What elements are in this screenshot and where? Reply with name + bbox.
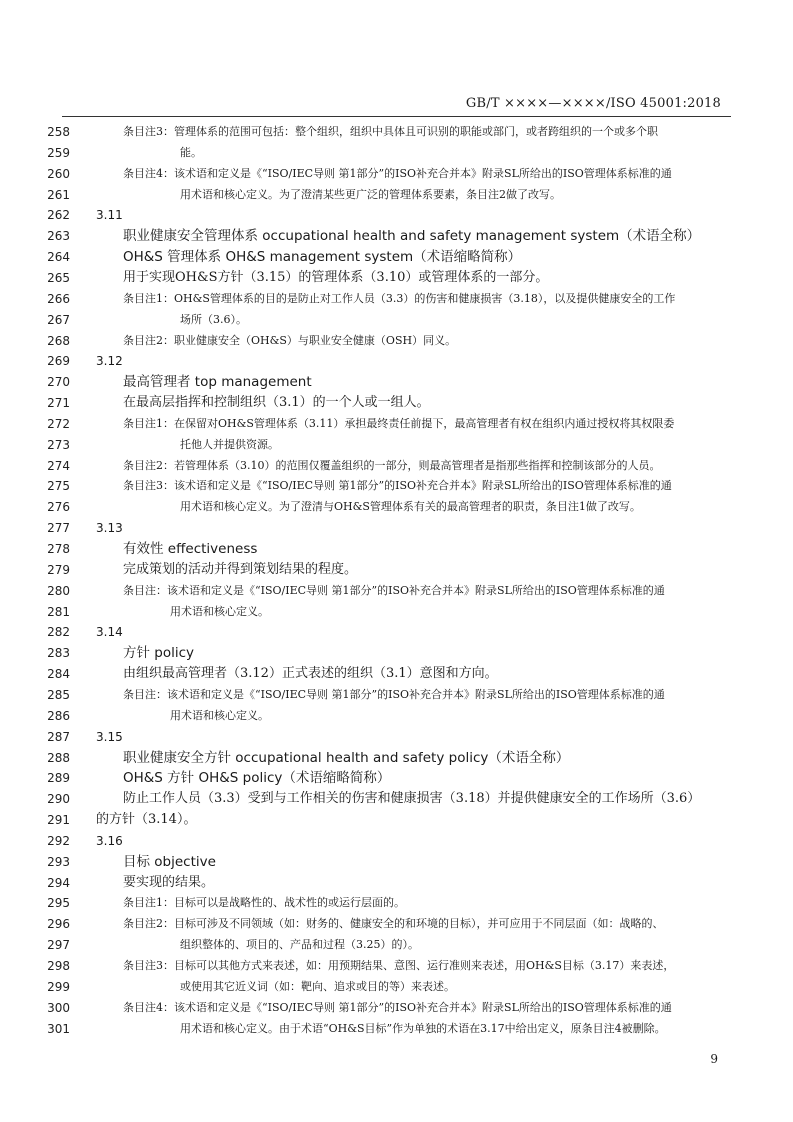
term-heading: 有效性 effectiveness <box>123 541 258 557</box>
line-number: 274 <box>47 458 70 473</box>
term-heading: 方针 policy <box>123 645 195 662</box>
document-line <box>0 684 793 706</box>
document-line <box>0 246 793 268</box>
section-number: 3.16 <box>96 833 123 848</box>
entry-note-text: 条目注2：若管理体系（3.10）的范围仅覆盖组织的一部分，则最高管理者是指那些指挥和控制该部分的人员。 <box>123 458 661 472</box>
document-line <box>0 809 793 831</box>
entry-note-text: 能。 <box>180 145 202 159</box>
definition-text: 要实现的结果。 <box>123 874 215 890</box>
entry-note-text: 场所（3.6）。 <box>180 312 247 326</box>
entry-note-text: 条目注4：该术语和定义是《“ISO/IEC导则 第1部分”的ISO补充合并本》附录SL所给出的ISO管理体系标准的通 <box>123 1000 672 1014</box>
line-number: 291 <box>47 813 70 828</box>
term-heading: 职业健康安全方针 occupational health and safety policy（术语全称） <box>123 749 570 766</box>
entry-note-text: 用术语和核心定义。 <box>170 604 269 618</box>
line-number: 284 <box>47 667 70 682</box>
definition-text: 用于实现OH&S方针（3.15）的管理体系（3.10）或管理体系的一部分。 <box>123 269 549 285</box>
document-line <box>0 371 793 393</box>
document-line <box>0 872 793 894</box>
entry-note-text: 用术语和核心定义。 <box>170 708 269 722</box>
document-line <box>0 621 793 643</box>
document-line <box>0 767 793 789</box>
document-line <box>0 955 793 977</box>
document-line <box>0 830 793 852</box>
term-heading: 最高管理者 top management <box>123 374 312 391</box>
entry-note-text: 条目注1：在保留对OH&S管理体系（3.11）承担最终责任前提下，最高管理者有权在组织内通过授权将其权限委 <box>123 416 675 430</box>
entry-note-text: 条目注：该术语和定义是《“ISO/IEC导则 第1部分”的ISO补充合并本》附录SL所给出的ISO管理体系标准的通 <box>123 687 665 701</box>
entry-note-text: 条目注3：目标可以其他方式来表述，如：用预期结果、意图、运行准则来表述，用OH&S目标（3.17）来表述， <box>123 959 675 972</box>
entry-note-text: 用术语和核心定义。由于术语“OH&S目标”作为单独的术语在3.17中给出定义，原条目注4被删除。 <box>180 1021 666 1035</box>
section-number: 3.12 <box>96 354 123 369</box>
term-heading: OH&S 方针 OH&S policy（术语缩略简称） <box>123 770 391 787</box>
line-number: 293 <box>47 854 70 869</box>
document-line <box>0 788 793 810</box>
line-number: 281 <box>47 604 70 619</box>
line-number: 289 <box>47 771 70 786</box>
line-number: 295 <box>47 896 70 911</box>
line-number: 292 <box>47 833 70 848</box>
document-line <box>0 142 793 164</box>
document-line <box>0 601 793 623</box>
document-header: GB/T ××××—××××/ISO 45001:2018 <box>465 96 721 111</box>
document-line <box>0 309 793 331</box>
entry-note-text: 或使用其它近义词（如：靶向、追求或目的等）来表述。 <box>180 979 455 993</box>
document-line <box>0 747 793 769</box>
document-line <box>0 913 793 935</box>
document-line <box>0 517 793 539</box>
document-line <box>0 642 793 664</box>
document-line <box>0 350 793 372</box>
document-line <box>0 434 793 456</box>
entry-note-text: 条目注4：该术语和定义是《“ISO/IEC导则 第1部分”的ISO补充合并本》附录SL所给出的ISO管理体系标准的通 <box>123 166 672 180</box>
line-number: 264 <box>47 250 70 265</box>
document-line <box>0 538 793 560</box>
document-line <box>0 726 793 748</box>
document-line <box>0 288 793 310</box>
document-line <box>0 163 793 185</box>
line-number: 270 <box>47 375 70 390</box>
line-number: 273 <box>47 437 70 452</box>
term-heading: 目标 objective <box>123 853 216 870</box>
line-number: 299 <box>47 979 70 994</box>
document-line <box>0 663 793 685</box>
term-heading: OH&S 管理体系 OH&S management system（术语缩略简称） <box>123 249 522 266</box>
entry-note-text: 组织整体的、项目的、产品和过程（3.25）的）。 <box>180 938 419 952</box>
document-line <box>0 976 793 998</box>
document-line <box>0 413 793 435</box>
document-line <box>0 892 793 914</box>
entry-note-text: 条目注：该术语和定义是《“ISO/IEC导则 第1部分”的ISO补充合并本》附录SL所给出的ISO管理体系标准的通 <box>123 583 665 597</box>
document-line <box>0 559 793 581</box>
document-line <box>0 997 793 1019</box>
line-number: 297 <box>47 938 70 953</box>
line-number: 301 <box>47 1021 70 1036</box>
line-number: 277 <box>47 521 70 536</box>
line-number: 285 <box>47 687 70 702</box>
line-number: 287 <box>47 729 70 744</box>
line-number: 279 <box>47 562 70 577</box>
document-line <box>0 184 793 206</box>
document-line <box>0 225 793 247</box>
document-line <box>0 705 793 727</box>
page-number: 9 <box>710 1052 718 1066</box>
entry-note-text: 用术语和核心定义。为了澄清某些更广泛的管理体系要素，条目注2做了改写。 <box>180 187 561 201</box>
line-number: 271 <box>47 396 70 411</box>
section-number: 3.14 <box>96 625 123 640</box>
line-number: 269 <box>47 354 70 369</box>
definition-text: 在最高层指挥和控制组织（3.1）的一个人或一组人。 <box>123 395 430 411</box>
section-number: 3.11 <box>96 208 123 223</box>
line-number: 266 <box>47 291 70 306</box>
line-number: 261 <box>47 187 70 202</box>
line-number: 282 <box>47 625 70 640</box>
entry-note-text: 条目注1：OH&S管理体系的目的是防止对工作人员（3.3）的伤害和健康损害（3.18），以及提供健康安全的工作 <box>123 291 676 305</box>
line-number: 262 <box>47 208 70 223</box>
document-line <box>0 455 793 477</box>
term-heading: 职业健康安全管理体系 occupational health and safety management system（术语全称） <box>123 228 701 245</box>
definition-text: 完成策划的活动并得到策划结果的程度。 <box>123 561 358 577</box>
line-number: 286 <box>47 708 70 723</box>
line-number: 288 <box>47 750 70 765</box>
line-number: 263 <box>47 229 70 244</box>
line-number: 275 <box>47 479 70 494</box>
line-number: 267 <box>47 312 70 327</box>
document-line <box>0 330 793 352</box>
entry-note-text: 条目注1：目标可以是战略性的、战术性的或运行层面的。 <box>123 896 405 910</box>
line-number: 268 <box>47 333 70 348</box>
line-number: 272 <box>47 416 70 431</box>
line-number: 298 <box>47 959 70 973</box>
document-line <box>0 1018 793 1040</box>
document-line <box>0 475 793 497</box>
document-line <box>0 851 793 873</box>
line-number: 283 <box>47 646 70 661</box>
section-number: 3.13 <box>96 521 123 536</box>
line-number: 259 <box>47 145 70 160</box>
section-number: 3.15 <box>96 729 123 744</box>
line-number: 300 <box>47 1000 70 1015</box>
entry-note-text: 条目注2：目标可涉及不同领域（如：财务的、健康安全的和环境的目标），并可应用于不同层面（如：战略的、 <box>123 917 664 931</box>
line-number: 294 <box>47 875 70 890</box>
entry-note-text: 条目注2：职业健康安全（OH&S）与职业安全健康（OSH）同义。 <box>123 333 457 347</box>
document-line <box>0 934 793 956</box>
definition-text: 防止工作人员（3.3）受到与工作相关的伤害和健康损害（3.18）并提供健康安全的工作场所（3.6） <box>123 791 701 807</box>
line-number: 258 <box>47 125 70 139</box>
entry-note-text: 用术语和核心定义。为了澄清与OH&S管理体系有关的最高管理者的职责，条目注1做了改写。 <box>180 500 641 514</box>
definition-text: 的方针（3.14）。 <box>96 812 197 828</box>
entry-note-text: 条目注3：该术语和定义是《“ISO/IEC导则 第1部分”的ISO补充合并本》附录SL所给出的ISO管理体系标准的通 <box>123 479 672 493</box>
document-line <box>0 496 793 518</box>
document-line <box>0 267 793 289</box>
header-rule <box>62 116 731 117</box>
entry-note-text: 托他人并提供资源。 <box>180 437 279 451</box>
line-number: 265 <box>47 270 70 285</box>
document-line <box>0 392 793 414</box>
line-number: 260 <box>47 166 70 181</box>
line-number: 290 <box>47 792 70 807</box>
document-line <box>0 204 793 226</box>
definition-text: 由组织最高管理者（3.12）正式表述的组织（3.1）意图和方向。 <box>123 666 498 682</box>
entry-note-text: 条目注3：管理体系的范围可包括：整个组织，组织中具体且可识别的职能或部门，或者跨组织的一个或多个职 <box>123 125 658 138</box>
line-number: 276 <box>47 500 70 515</box>
document-line <box>0 121 793 143</box>
document-line <box>0 580 793 602</box>
line-number: 280 <box>47 583 70 598</box>
line-number: 278 <box>47 542 70 556</box>
line-number: 296 <box>47 917 70 932</box>
